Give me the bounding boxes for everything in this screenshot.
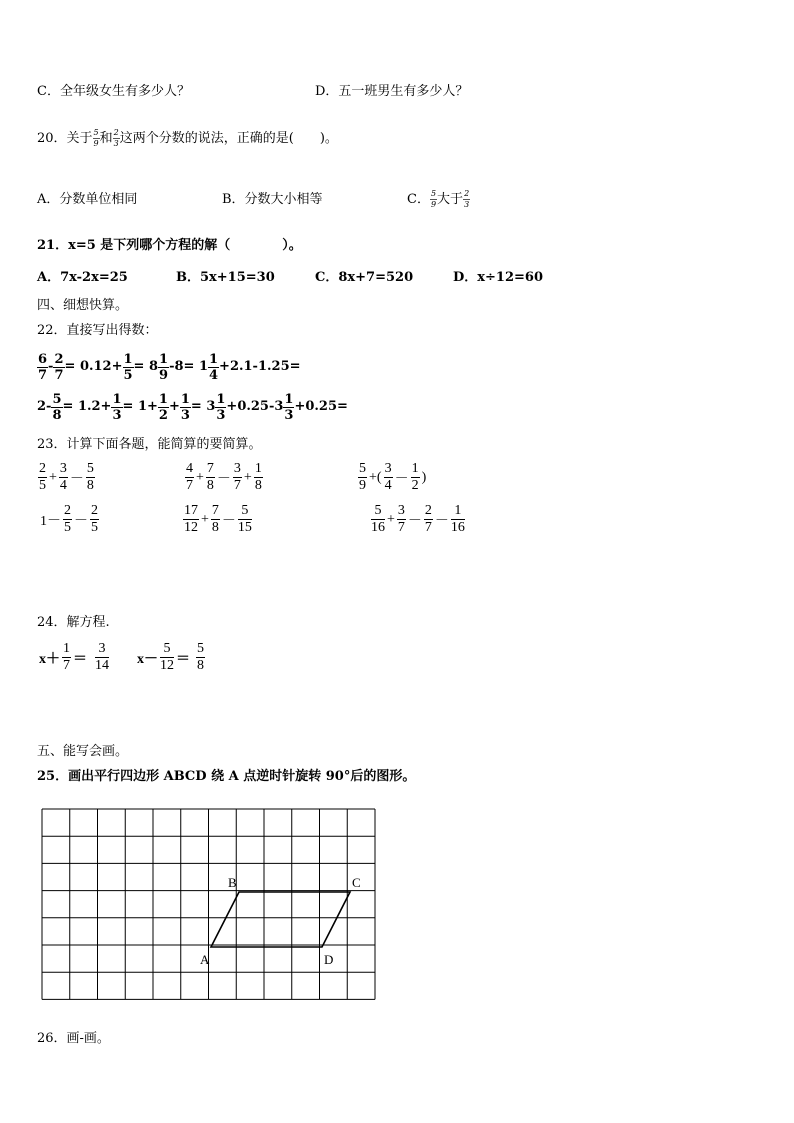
- numerator: 5: [430, 189, 437, 198]
- operator: －: [221, 513, 236, 529]
- q26-stem: 26．画-画。: [37, 1031, 110, 1046]
- numerator: 1: [451, 504, 465, 520]
- q20-option-c-fraction-1: [430, 190, 437, 209]
- q20-fraction-1: [93, 129, 100, 148]
- fraction: [206, 462, 215, 493]
- denominator: 3: [180, 407, 190, 423]
- fraction: [185, 462, 194, 493]
- q25-stem: 25．画出平行四边形 ABCD 绕 A 点逆时针旋转 90°后的图形。: [37, 769, 416, 784]
- numerator: 1: [63, 641, 70, 656]
- fraction: [37, 353, 48, 382]
- denominator: 7: [186, 478, 193, 493]
- equals: =: [122, 399, 134, 414]
- denominator: 3: [113, 139, 119, 148]
- fraction: [183, 504, 199, 535]
- vertex-label-c: C: [352, 875, 361, 890]
- q23-expression-1: [38, 462, 95, 493]
- denominator: 3: [464, 200, 470, 209]
- numerator: 1: [123, 351, 133, 367]
- term: -8=: [169, 359, 195, 374]
- operator: +: [168, 399, 180, 414]
- numerator: 1: [158, 391, 168, 407]
- denominator: 4: [59, 478, 67, 493]
- numerator: 5: [52, 391, 62, 407]
- vertex-label-d: D: [324, 952, 334, 967]
- denominator: 7: [424, 520, 432, 535]
- numerator: 2: [54, 351, 64, 367]
- numerator: 2: [464, 189, 470, 198]
- numerator: 3: [384, 461, 392, 476]
- numerator: 5: [160, 642, 174, 658]
- equals: ＝: [176, 651, 190, 667]
- q21-option-b: B．5x+15=30: [176, 270, 275, 285]
- q24-equation-2: [135, 642, 205, 673]
- denominator: 16: [371, 520, 385, 535]
- fraction: [208, 353, 219, 382]
- fraction: [238, 504, 252, 535]
- term: 3: [206, 399, 216, 414]
- fraction: [123, 353, 134, 382]
- fraction: [63, 504, 72, 535]
- q20-option-c: [407, 188, 470, 212]
- q21-stem: 21．x=5 是下列哪个方程的解（ ）。: [37, 238, 302, 253]
- numerator: 7: [211, 503, 219, 518]
- denominator: 7: [233, 478, 241, 493]
- denominator: 9: [93, 139, 99, 148]
- denominator: 5: [91, 520, 98, 535]
- denominator: 8: [86, 478, 94, 493]
- numerator: 1: [216, 391, 226, 407]
- numerator: 5: [359, 461, 366, 476]
- numerator: 5: [197, 641, 204, 656]
- q22-row-1: [37, 349, 301, 385]
- fraction: [51, 393, 62, 422]
- operator: +: [196, 469, 204, 485]
- q23-expression-6: [371, 504, 465, 535]
- equals: =: [190, 399, 202, 414]
- denominator: 3: [112, 407, 122, 423]
- denominator: 5: [39, 478, 46, 493]
- numerator: 2: [64, 503, 71, 518]
- q23-expression-3: [358, 462, 428, 493]
- term: x－: [137, 651, 158, 667]
- operator: +: [49, 469, 57, 485]
- fraction: [254, 462, 263, 493]
- fraction: [62, 642, 71, 673]
- numerator: 6: [38, 351, 48, 367]
- section-4-heading: 四、细想快算。: [37, 298, 129, 313]
- numerator: 5: [93, 128, 99, 137]
- denominator: 7: [54, 367, 64, 383]
- q25-grid-figure: [42, 809, 382, 1009]
- denominator: 2: [158, 407, 168, 423]
- q21-option-d: D．x÷12=60: [453, 270, 543, 285]
- fraction: [397, 504, 406, 535]
- q21-option-a: A．7x-2x=25: [37, 270, 128, 285]
- denominator: 4: [209, 367, 219, 383]
- denominator: 8: [211, 520, 219, 535]
- operator: －: [434, 513, 449, 529]
- denominator: 7: [397, 520, 405, 535]
- q23-expression-5: [183, 504, 252, 535]
- fraction: [86, 462, 95, 493]
- denominator: 5: [64, 520, 71, 535]
- numerator: 1: [209, 351, 219, 367]
- denominator: 8: [52, 407, 62, 423]
- numerator: 17: [184, 503, 198, 518]
- fraction: [411, 462, 420, 493]
- fraction: [384, 462, 393, 493]
- numerator: 1: [284, 391, 294, 407]
- denominator: 8: [197, 658, 204, 673]
- section-5-heading: 五、能写会画。: [37, 744, 129, 759]
- numerator: 7: [206, 461, 214, 476]
- term: +0.25-3: [226, 399, 284, 414]
- numerator: 4: [186, 461, 193, 476]
- q23-stem: 23．计算下面各题，能简算的要简算。: [37, 437, 262, 452]
- numerator: 5: [371, 504, 385, 520]
- denominator: 9: [359, 478, 366, 493]
- operator: +(: [369, 469, 382, 485]
- denominator: 8: [254, 478, 262, 493]
- fraction: [451, 504, 465, 535]
- operator: －: [69, 471, 84, 487]
- q20-suffix: 这两个分数的说法，正确的是( )。: [119, 131, 338, 146]
- vertex-label-b: B: [228, 875, 237, 890]
- numerator: 2: [39, 461, 46, 476]
- denominator: 14: [95, 658, 109, 673]
- operator: －: [74, 513, 88, 529]
- q22-stem: 22．直接写出得数：: [37, 323, 158, 338]
- numerator: 1: [112, 391, 122, 407]
- numerator: 1: [254, 461, 262, 476]
- numerator: 2: [91, 503, 98, 518]
- term: 1.2+: [77, 399, 112, 414]
- operator: ): [421, 469, 427, 485]
- denominator: 7: [63, 658, 70, 673]
- parallelogram-abcd: [211, 892, 350, 947]
- square-grid: [42, 809, 375, 999]
- numerator: 5: [238, 504, 252, 520]
- q20-prefix: 20．关于: [37, 131, 93, 146]
- denominator: 12: [184, 520, 198, 535]
- fraction: [53, 353, 64, 382]
- denominator: 9: [159, 367, 169, 383]
- equals: ＝: [73, 651, 87, 667]
- denominator: 15: [237, 520, 252, 535]
- operator: +: [201, 511, 209, 527]
- option-letter: C．: [407, 192, 430, 207]
- fraction: [160, 642, 174, 673]
- vertex-label-a: A: [200, 952, 210, 967]
- operator: +: [243, 469, 252, 485]
- denominator: 16: [450, 520, 465, 535]
- fraction: [59, 462, 68, 493]
- fraction: [358, 462, 367, 493]
- denominator: 3: [284, 407, 294, 423]
- term: x＋: [39, 651, 60, 667]
- fraction: [111, 393, 122, 422]
- denominator: 7: [38, 367, 48, 383]
- denominator: 12: [160, 658, 174, 673]
- equals: =: [62, 399, 74, 414]
- term: 0.12+: [79, 359, 123, 374]
- numerator: 5: [86, 461, 94, 476]
- q24-equation-1: [37, 642, 109, 673]
- q20-and: 和: [99, 131, 113, 146]
- equals: =: [64, 359, 76, 374]
- q24-stem: 24．解方程.: [37, 615, 110, 630]
- numerator: 2: [424, 503, 432, 518]
- term: +2.1-1.25=: [219, 359, 301, 374]
- operator: －: [407, 513, 422, 529]
- denominator: 8: [206, 478, 214, 493]
- q23-expression-2: [185, 462, 263, 493]
- term: +0.25=: [294, 399, 348, 414]
- denominator: 5: [123, 367, 133, 383]
- fraction: [233, 462, 242, 493]
- denominator: 9: [430, 200, 437, 209]
- q20-option-c-fraction-2: [463, 190, 470, 209]
- operator: +: [387, 511, 395, 527]
- q19-option-c: C．全年级女生有多少人？: [37, 84, 190, 99]
- term: 1: [198, 359, 208, 374]
- fraction: [95, 642, 109, 673]
- term: 8: [148, 359, 159, 374]
- fraction: [211, 504, 220, 535]
- operator: -: [48, 359, 54, 374]
- numerator: 1: [411, 461, 419, 476]
- denominator: 4: [384, 478, 392, 493]
- q22-row-2: [37, 389, 348, 425]
- fraction: [158, 393, 169, 422]
- fraction: [215, 393, 226, 422]
- numerator: 1: [159, 351, 169, 367]
- fraction: [196, 642, 205, 673]
- denominator: 2: [411, 478, 419, 493]
- q23-expression-4: [38, 504, 99, 535]
- fraction: [180, 393, 191, 422]
- fraction: [283, 393, 294, 422]
- q21-option-c: C．8x+7=520: [315, 270, 414, 285]
- numerator: 3: [233, 461, 241, 476]
- fraction: [38, 462, 47, 493]
- numerator: 1: [180, 391, 190, 407]
- option-word: 大于: [437, 192, 464, 207]
- fraction: [158, 353, 169, 382]
- numerator: 3: [59, 461, 67, 476]
- operator: －: [394, 471, 409, 487]
- q19-option-d: D．五一班男生有多少人？: [315, 84, 469, 99]
- numerator: 2: [113, 128, 119, 137]
- q20-fraction-2: [113, 129, 120, 148]
- numerator: 3: [397, 503, 405, 518]
- term: 1－: [40, 513, 61, 529]
- equals: =: [133, 359, 145, 374]
- q20-stem: [37, 128, 338, 150]
- fraction: [371, 504, 385, 535]
- numerator: 3: [95, 642, 109, 658]
- fraction: [90, 504, 99, 535]
- term: 1+: [137, 399, 158, 414]
- q20-option-a: A．分数单位相同: [37, 192, 138, 207]
- term: 2-: [37, 399, 52, 414]
- denominator: 3: [216, 407, 226, 423]
- q20-option-b: B．分数大小相等: [222, 192, 323, 207]
- fraction: [424, 504, 433, 535]
- operator: －: [216, 471, 231, 487]
